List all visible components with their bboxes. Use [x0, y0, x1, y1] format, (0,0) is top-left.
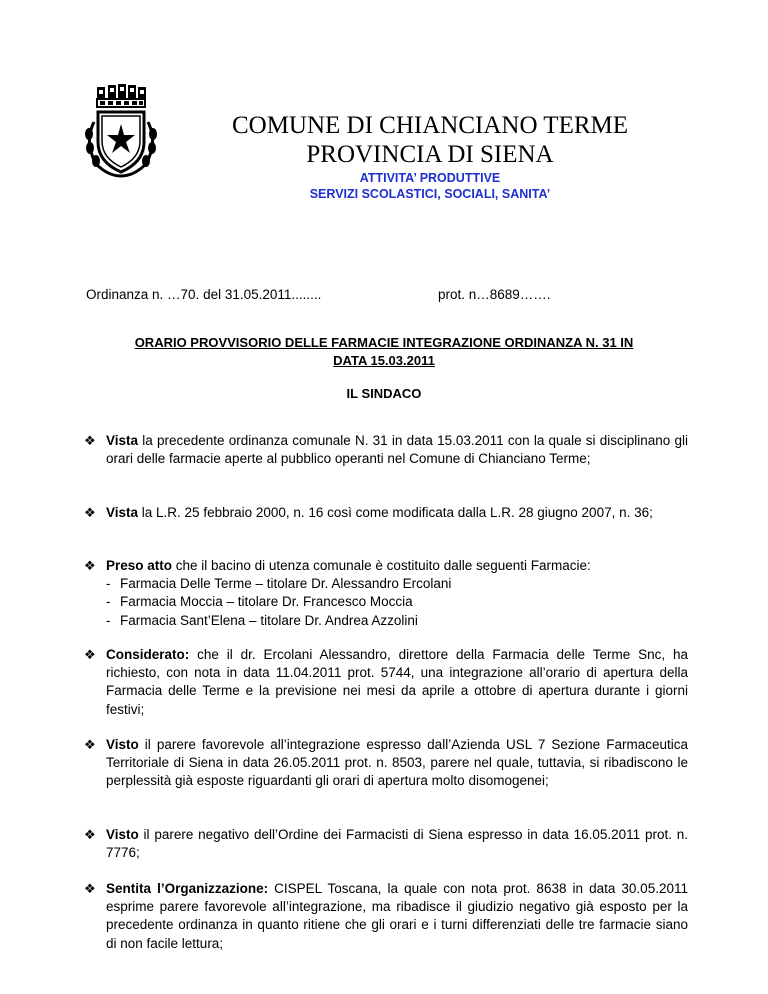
item-text: che il dr. Ercolani Alessandro, direttore della Farmacia delle Terme Snc, ha richiesto, con nota in data 11.04.2011 prot. 5744, una integrazione all’orario di apertura della Farmacia delle Terme e la previsione nei mesi da aprile a ottobre di apertura durante i giorni festivi; [106, 647, 688, 717]
diamond-bullet-icon: ❖ [84, 827, 96, 842]
diamond-bullet-icon: ❖ [84, 433, 96, 448]
item-text: CISPEL Toscana, la quale con nota prot. 8638 in data 30.05.2011 esprime parere favorevole all’integrazione, ma ribadisce il giudizio negativo già esposto per la precedente ordinanza in quanto ritiene che gli orari e i turni differenziati delle tre farmacie siano di non facile lettura; [106, 881, 688, 951]
item-lead: Considerato: [106, 647, 190, 662]
ordinance-subject [80, 334, 688, 370]
diamond-bullet-icon: ❖ [84, 505, 96, 520]
item-lead: Sentita l’Organizzazione: [106, 881, 269, 896]
pharmacy-item: - Farmacia Moccia – titolare Dr. Francesco Moccia [106, 593, 688, 611]
item-text: che il bacino di utenza comunale è costituito dalle seguenti Farmacie: [172, 558, 591, 573]
authority-heading: IL SINDACO [346, 386, 422, 401]
item-lead: Preso atto [106, 558, 173, 573]
comune-title: COMUNE DI CHIANCIANO TERME [231, 112, 629, 139]
provincia-title: PROVINCIA DI SIENA [306, 141, 554, 168]
diamond-bullet-icon: ❖ [84, 647, 96, 662]
pharmacy-item: - Farmacia Sant’Elena – titolare Dr. Andrea Azzolini [106, 612, 688, 630]
item-lead: Vista [106, 433, 139, 448]
coat-of-arms-emblem [78, 82, 164, 180]
subject-line-1: ORARIO PROVVISORIO DELLE FARMACIE INTEGRAZIONE ORDINANZA N. 31 IN [134, 335, 634, 350]
diamond-bullet-icon: ❖ [84, 737, 96, 752]
item-lead: Vista [106, 505, 139, 520]
pharmacy-list [106, 575, 688, 630]
subject-line-2: DATA 15.03.2011 [333, 353, 435, 368]
item-lead: Visto [106, 827, 139, 842]
department-line-2: SERVIZI SCOLASTICI, SOCIALI, SANITA’ [309, 187, 551, 201]
list-item [84, 880, 688, 953]
item-text: il parere favorevole all’integrazione espresso dall’Azienda USL 7 Sezione Farmaceutica Territoriale di Siena in data 26.05.2011 prot. n. 8503, parere nel quale, tuttavia, si ribadiscono le perplessità già esposte riguardanti gli orari di apertura molto disomogenei; [106, 737, 688, 789]
diamond-bullet-icon: ❖ [84, 558, 96, 573]
item-lead: Visto [106, 737, 139, 752]
list-item [84, 557, 688, 630]
list-item [84, 646, 688, 719]
protocol-number: prot. n…8689……. [438, 287, 551, 302]
pharmacy-item: - Farmacia Delle Terme – titolare Dr. Alessandro Ercolani [106, 575, 688, 593]
item-text: il parere negativo dell’Ordine dei Farmacisti di Siena espresso in data 16.05.2011 prot. n. 7776; [106, 827, 688, 861]
list-item [84, 826, 688, 862]
item-text: la precedente ordinanza comunale N. 31 in data 15.03.2011 con la quale si disciplinano gli orari delle farmacie aperte al pubblico operanti nel Comune di Chianciano Terme; [106, 433, 688, 467]
list-item [84, 736, 688, 791]
list-item [84, 504, 688, 522]
list-item [84, 432, 688, 468]
ordinance-number: Ordinanza n. …70. del 31.05.2011........ [86, 287, 322, 302]
diamond-bullet-icon: ❖ [84, 881, 96, 896]
item-text: la L.R. 25 febbraio 2000, n. 16 così come modificata dalla L.R. 28 giugno 2007, n. 36; [138, 505, 653, 520]
department-line-1: ATTIVITA’ PRODUTTIVE [359, 171, 501, 185]
